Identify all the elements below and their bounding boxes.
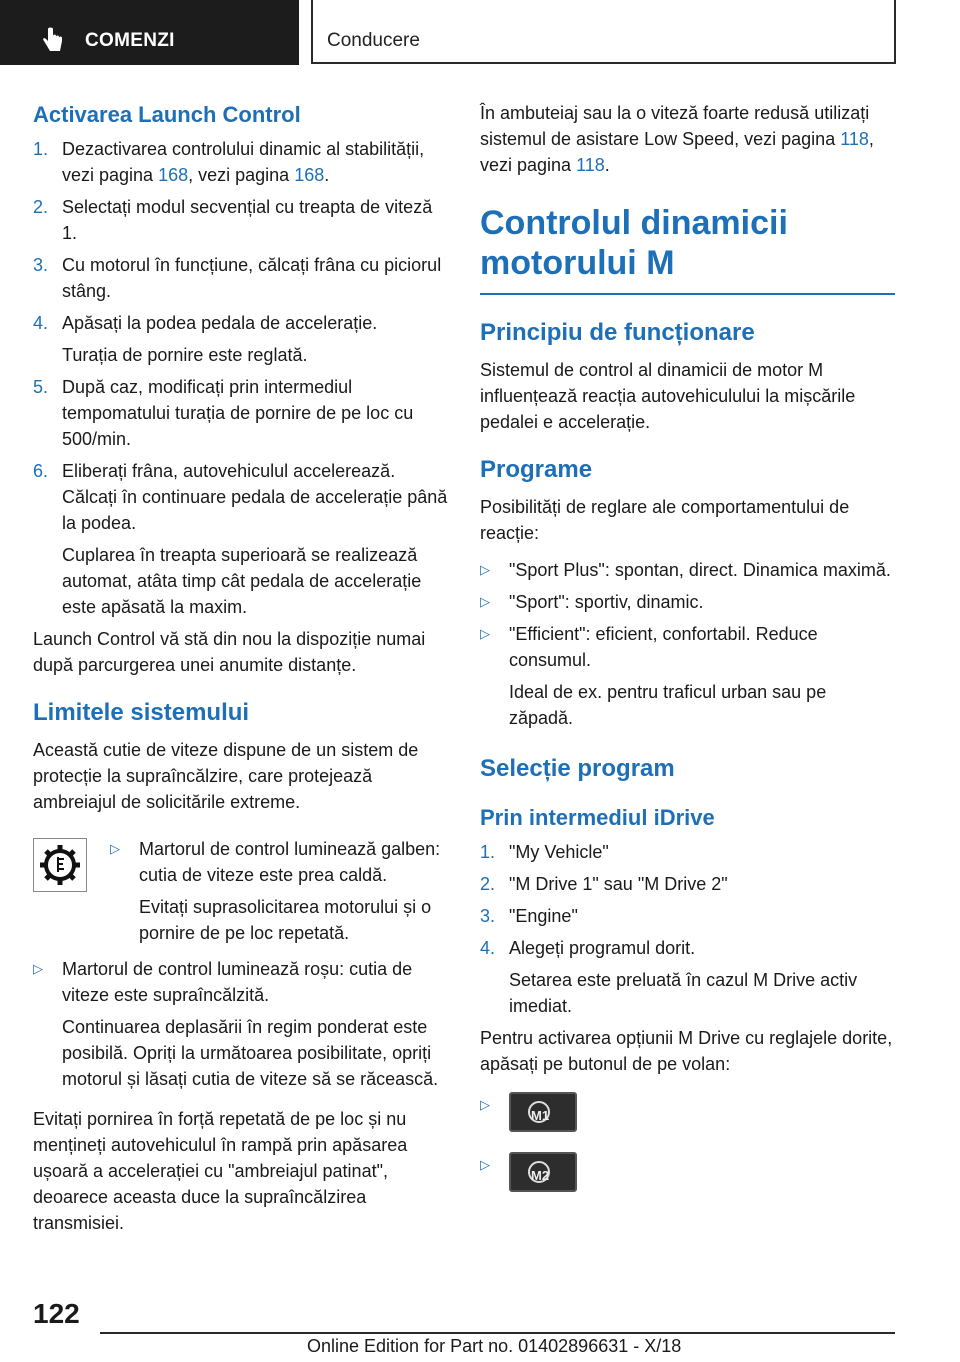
list-item: 1. "My Vehicle" bbox=[480, 842, 609, 862]
programs-heading: Programe bbox=[480, 456, 593, 483]
list-item: 3. Cu motorul în funcțiune, călcați frâna cu piciorul stâng. bbox=[33, 255, 442, 301]
list-item: 4. Apăsați la podea pedala de accelerație. bbox=[33, 313, 378, 333]
limits-text: Această cutie de viteze dispune de un sistem de protecție la supraîncălzire, care protejează ambreiajul de solicitările extreme. bbox=[33, 740, 419, 812]
idrive-heading: Prin intermediul iDrive bbox=[480, 805, 715, 830]
principle-heading: Principiu de funcționare bbox=[480, 319, 755, 346]
list-item: 2. "M Drive 1" sau "M Drive 2" bbox=[480, 874, 728, 894]
edition-text: Online Edition for Part no. 01402896631 - X/18 bbox=[307, 1336, 682, 1356]
chapter-tab bbox=[311, 0, 896, 64]
list-item-note: Evitați suprasolicitarea motorului și o pornire de pe loc repetată. bbox=[139, 897, 432, 943]
list-item: 5. După caz, modificați prin intermediul tempomatului turația de pornire de pe loc cu 500/min. bbox=[33, 377, 414, 449]
list-item-note: Continuarea deplasării în regim ponderat este posibilă. Opriți la următoarea posibilitate, opriți motorul și lăsați cutia de viteze să se răcească. bbox=[62, 1017, 439, 1089]
gearbox-temperature-warning-icon bbox=[33, 838, 87, 892]
limits-heading: Limitele sistemului bbox=[33, 699, 250, 726]
right-column bbox=[480, 100, 895, 1202]
list-item: ▷ Martorul de control luminează roșu: cutia de viteze este supraîncălzită. bbox=[33, 956, 448, 1008]
programs-text: Posibilități de reglare ale comportamentului de reacție: bbox=[480, 497, 850, 543]
chapter-label: Conducere bbox=[327, 30, 420, 51]
m-drive-1-button-image: M1 bbox=[509, 1092, 577, 1132]
hand-pointer-icon bbox=[38, 27, 66, 55]
triangle-bullet-icon: ▷ bbox=[480, 1097, 490, 1112]
launch-note: Launch Control vă stă din nou la dispoziție numai după parcurgerea unei anumite distanțe. bbox=[33, 629, 426, 675]
list-item: ▷ "Efficient": eficient, confortabil. Reduce consumul. bbox=[480, 621, 895, 673]
section-label: COMENZI bbox=[85, 30, 175, 51]
list-item: ▷ "Sport Plus": spontan, direct. Dinamica maximă. bbox=[480, 557, 895, 583]
triangle-bullet-icon: ▷ bbox=[480, 1157, 490, 1172]
list-item: 4. Alegeți programul dorit. bbox=[480, 938, 696, 958]
triangle-bullet-icon: ▷ bbox=[480, 562, 490, 577]
page-link[interactable]: 118 bbox=[576, 155, 605, 175]
list-item bbox=[480, 1092, 895, 1136]
intro-text: În ambuteiaj sau la o viteză foarte redusă utilizați sistemul de asistare Low Speed, vezi pagina 118, vezi pagina 118. bbox=[480, 103, 874, 175]
page-link[interactable]: 168 bbox=[158, 165, 189, 185]
m-drive-2-button-image: M2 bbox=[509, 1152, 577, 1192]
triangle-bullet-icon: ▷ bbox=[110, 841, 120, 856]
list-item: ▷ Martorul de control luminează galben: cutia de viteze este prea caldă. bbox=[110, 836, 448, 888]
list-item: 2. Selectați modul secvențial cu treapta de viteză 1. bbox=[33, 197, 433, 243]
page-link[interactable]: 118 bbox=[840, 129, 869, 149]
list-item-note: Turația de pornire este reglată. bbox=[62, 345, 308, 365]
footer-rule bbox=[100, 1332, 895, 1334]
left-column bbox=[33, 100, 448, 1241]
list-item: 1. Dezactivarea controlului dinamic al stabilității, vezi pagina 168, vezi pagina 168. bbox=[33, 139, 425, 185]
triangle-bullet-icon: ▷ bbox=[480, 626, 490, 641]
list-item-note: Ideal de ex. pentru traficul urban sau pe zăpadă. bbox=[509, 682, 827, 728]
closing-text: Evitați pornirea în forță repetată de pe loc și nu mențineți autovehiculul în rampă prin apăsarea ușoară a accelerației cu "ambreiajul patinat", deoarece aceasta duce la supraîncălzirea transmisiei. bbox=[33, 1109, 408, 1233]
list-item-note: Setarea este preluată în cazul M Drive activ imediat. bbox=[509, 970, 858, 1016]
main-heading: Controlul dinamicii motorului M bbox=[480, 204, 788, 282]
launch-control-heading: Activarea Launch Control bbox=[33, 102, 301, 127]
list-item-note: Cuplarea în treapta superioară se realizează automat, atâta timp cât pedala de accelerație este apăsată la maxim. bbox=[62, 545, 422, 617]
heading-rule bbox=[480, 293, 895, 295]
activation-text: Pentru activarea opțiunii M Drive cu reglajele dorite, apăsați pe butonul de pe volan: bbox=[480, 1028, 893, 1074]
list-item bbox=[480, 1152, 895, 1196]
triangle-bullet-icon: ▷ bbox=[33, 961, 43, 976]
selection-heading: Selecție program bbox=[480, 755, 675, 782]
list-item: 3. "Engine" bbox=[480, 906, 578, 926]
triangle-bullet-icon: ▷ bbox=[480, 594, 490, 609]
page-number: 122 bbox=[33, 1298, 80, 1329]
page-link[interactable]: 168 bbox=[294, 165, 325, 185]
list-item: 6. Eliberați frâna, autovehiculul accelerează. Călcați în continuare pedala de accelerație până la podea. bbox=[33, 461, 448, 533]
section-tab-comenzi[interactable] bbox=[0, 0, 299, 65]
warning-block bbox=[33, 836, 448, 946]
list-item: ▷ "Sport": sportiv, dinamic. bbox=[480, 589, 895, 615]
principle-text: Sistemul de control al dinamicii de motor M influențează reacția autovehiculului la mișcările pedalei e accelerație. bbox=[480, 360, 856, 432]
